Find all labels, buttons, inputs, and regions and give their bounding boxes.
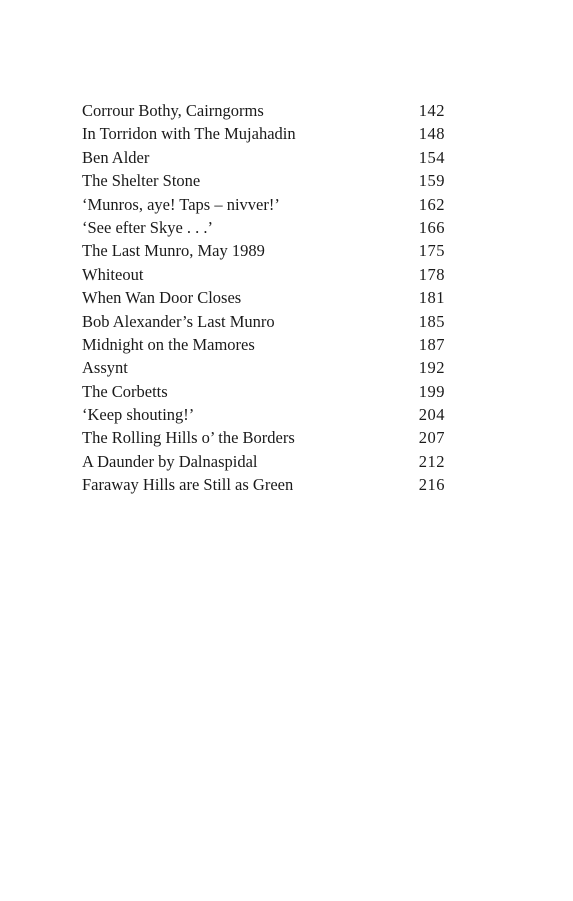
toc-entry-page: 148 (418, 124, 445, 144)
toc-entry-title: The Last Munro, May 1989 (82, 241, 265, 261)
toc-entry (82, 122, 445, 145)
toc-entry-page: 207 (418, 428, 445, 448)
toc-entry-title: When Wan Door Closes (82, 288, 242, 308)
toc-entry (82, 239, 445, 262)
toc-entry-page: 185 (418, 311, 445, 331)
toc-entry (82, 403, 445, 426)
toc-entry-page: 142 (418, 101, 445, 120)
toc-entry-title: ‘Keep shouting!’ (82, 405, 195, 425)
toc-entry-page: 175 (418, 241, 445, 261)
toc-entry (82, 333, 445, 356)
toc-entry-title: Corrour Bothy, Cairngorms (82, 101, 264, 120)
toc-entry-title: Faraway Hills are Still as Green (82, 475, 294, 495)
toc-entry (82, 426, 445, 449)
toc-entry (82, 169, 445, 192)
toc-entry-page: 159 (418, 171, 445, 191)
toc-entry (82, 473, 445, 496)
toc-entry (82, 99, 445, 122)
toc-entry-page: 212 (418, 451, 445, 471)
toc-entry-title: The Shelter Stone (82, 171, 201, 191)
table-of-contents (82, 99, 445, 497)
toc-entry (82, 263, 445, 286)
toc-entry-page: 166 (418, 217, 445, 237)
toc-entry-title: In Torridon with The Mujahadin (82, 124, 296, 144)
toc-entry-title: The Corbetts (82, 381, 168, 401)
toc-entry-page: 199 (418, 381, 445, 401)
toc-entry-page: 216 (418, 475, 445, 495)
toc-entry-page: 162 (418, 194, 445, 214)
toc-entry (82, 380, 445, 403)
toc-entry (82, 356, 445, 379)
toc-entry-title: A Daunder by Dalnaspidal (82, 451, 258, 471)
toc-entry (82, 450, 445, 473)
toc-entry (82, 193, 445, 216)
toc-entry-title: Midnight on the Mamores (82, 334, 255, 354)
toc-entry (82, 310, 445, 333)
toc-entry-title: ‘Munros, aye! Taps – nivver!’ (82, 194, 280, 214)
toc-entry (82, 146, 445, 169)
toc-entry (82, 286, 445, 309)
toc-entry-title: ‘See efter Skye . . .’ (82, 217, 214, 237)
toc-entry-title: Assynt (82, 358, 128, 378)
toc-entry-page: 178 (418, 264, 445, 284)
toc-entry-title: Whiteout (82, 264, 144, 284)
toc-entry-page: 154 (418, 147, 445, 167)
toc-entry-page: 204 (418, 405, 445, 425)
toc-entry-page: 187 (418, 334, 445, 354)
toc-entry (82, 216, 445, 239)
toc-entry-title: Ben Alder (82, 147, 150, 167)
toc-entry-page: 192 (418, 358, 445, 378)
toc-entry-title: The Rolling Hills o’ the Borders (82, 428, 295, 448)
toc-entry-title: Bob Alexander’s Last Munro (82, 311, 275, 331)
toc-entry-page: 181 (418, 288, 445, 308)
